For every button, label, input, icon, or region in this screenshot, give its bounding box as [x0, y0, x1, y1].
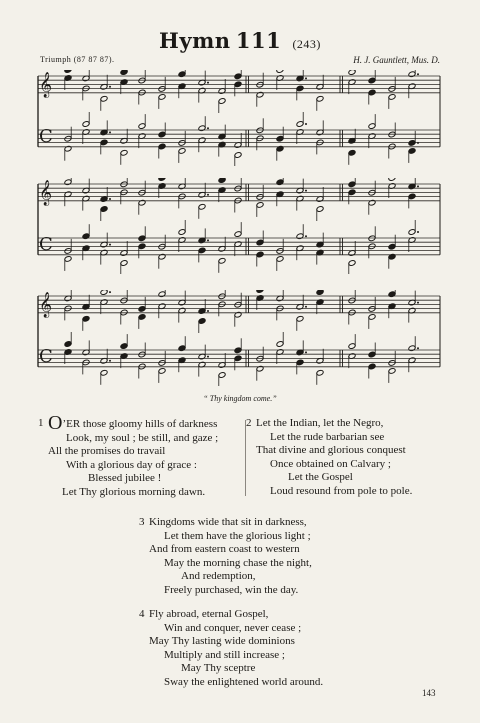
note-head: [234, 81, 242, 88]
dot: [109, 360, 111, 362]
verse-line: Multiply and still increase ;: [164, 648, 285, 661]
verse-number: 1: [38, 417, 44, 429]
note-head: [64, 70, 72, 73]
note-head: [368, 123, 376, 130]
bass-clef: C: [39, 126, 53, 147]
dot: [207, 82, 209, 84]
treble-clef: 𝄞: [39, 72, 53, 98]
verse-line: Once obtained on Calvary ;: [270, 457, 391, 470]
note-head: [138, 235, 146, 242]
note-head: [276, 179, 284, 186]
note-head: [218, 372, 226, 379]
note-head: [348, 70, 356, 75]
dot: [109, 198, 111, 200]
note-head: [388, 94, 396, 101]
note-head: [348, 149, 356, 156]
note-head: [296, 233, 304, 240]
note-head: [276, 145, 284, 152]
note-head: [316, 206, 324, 213]
verse-line: Blessed jubilee !: [88, 472, 162, 485]
dot: [417, 73, 419, 75]
verse-number: 2: [246, 417, 252, 429]
dot: [417, 302, 419, 304]
note-head: [368, 351, 376, 358]
verse-line: Let them have the glorious light ;: [164, 529, 311, 542]
dot: [417, 142, 419, 144]
dot: [207, 194, 209, 196]
dot: [305, 77, 307, 79]
note-head: [368, 314, 376, 321]
treble-clef: 𝄞: [39, 292, 53, 318]
verse-line: With a glorious day of grace :: [66, 458, 197, 471]
verse-number: 3: [139, 516, 145, 528]
note-head: [234, 347, 242, 354]
note-head: [218, 98, 226, 105]
dot: [305, 123, 307, 125]
note-head: [82, 315, 90, 322]
note-head: [256, 202, 264, 209]
note-head: [198, 203, 206, 210]
note-head: [234, 355, 242, 362]
verse-line: Let Thy glorious morning dawn.: [62, 485, 206, 498]
note-head: [158, 131, 166, 138]
verse-line: [48, 412, 218, 434]
verse-line: Kingdoms wide that sit in darkness,: [149, 516, 307, 528]
note-head: [408, 148, 416, 155]
note-head: [368, 363, 376, 370]
dot: [207, 127, 209, 129]
note-head: [256, 239, 264, 246]
hymn-title-word: Hymn: [159, 28, 231, 53]
verse-line: Freely purchased, win the day.: [164, 583, 299, 596]
note-head: [120, 343, 128, 350]
tune-name: Triumph (87 87 87).: [40, 55, 115, 64]
note-head: [234, 152, 242, 159]
dot: [109, 244, 111, 246]
verse-number: 4: [139, 608, 145, 620]
note-head: [408, 71, 416, 78]
verse-line: May Thy sceptre: [181, 662, 256, 675]
drop-cap: O: [48, 412, 63, 434]
note-head: [138, 306, 146, 313]
note-head: [100, 95, 108, 102]
dot: [207, 356, 209, 358]
note-head: [348, 260, 356, 267]
note-head: [64, 256, 72, 263]
note-head: [100, 206, 108, 213]
dot: [305, 235, 307, 237]
note-head: [368, 199, 376, 206]
note-head: [138, 314, 146, 321]
note-head: [316, 290, 324, 295]
dot: [305, 306, 307, 308]
note-head: [408, 140, 416, 147]
note-head: [198, 125, 206, 132]
note-head: [82, 233, 90, 240]
verse-line: Let the Indian, let the Negro,: [256, 417, 384, 429]
treble-clef: 𝄞: [39, 180, 53, 206]
verse-3: [139, 516, 312, 598]
note-head: [276, 135, 284, 142]
note-head: [64, 341, 72, 348]
composer: H. J. Gauntlett, Mus. D.: [353, 55, 440, 65]
note-head: [408, 193, 416, 200]
hymn-number: 111: [235, 28, 282, 53]
note-head: [388, 368, 396, 375]
note-head: [388, 253, 396, 260]
music-system-3: [34, 290, 444, 386]
caption: “ Thy kingdom come.”: [203, 394, 277, 403]
note-head: [368, 89, 376, 96]
bass-clef: C: [39, 346, 53, 367]
dot: [207, 310, 209, 312]
note-head: [64, 145, 72, 152]
verse-line: That divine and glorious conquest: [256, 444, 406, 457]
note-head: [256, 290, 264, 293]
note-head: [198, 247, 206, 254]
verse-line: Let the Gospel: [288, 471, 353, 484]
note-head: [408, 229, 416, 236]
music-system-1: [34, 70, 444, 166]
dot: [109, 131, 111, 133]
hymn-alt-number: (243): [292, 37, 321, 51]
note-head: [120, 70, 128, 75]
verse-line-text: ’ER those gloomy hills of darkness: [62, 418, 218, 430]
note-head: [178, 148, 186, 155]
note-head: [348, 343, 356, 350]
verse-1: [38, 412, 219, 500]
verse-line: Win and conquer, never cease ;: [164, 621, 302, 634]
verse-2: [246, 417, 413, 499]
music-system-2: [34, 178, 444, 274]
note-head: [256, 365, 264, 372]
note-head: [178, 71, 186, 78]
note-head: [100, 290, 108, 295]
note-head: [198, 318, 206, 325]
note-head: [316, 369, 324, 376]
note-head: [296, 85, 304, 92]
note-head: [100, 369, 108, 376]
note-head: [276, 256, 284, 263]
dot: [305, 190, 307, 192]
verse-line: Sway the enlightened world around.: [164, 675, 324, 688]
dot: [417, 185, 419, 187]
note-head: [64, 179, 72, 186]
note-head: [178, 229, 186, 236]
note-head: [296, 359, 304, 366]
dot: [417, 231, 419, 233]
verse-line: And redemption,: [181, 570, 256, 583]
dot: [305, 351, 307, 353]
note-head: [158, 143, 166, 150]
note-head: [158, 178, 166, 181]
note-head: [138, 123, 146, 130]
note-head: [296, 121, 304, 128]
note-head: [158, 253, 166, 260]
note-head: [158, 291, 166, 298]
note-head: [296, 315, 304, 322]
note-head: [348, 189, 356, 196]
note-head: [388, 243, 396, 250]
verse-line: Let the rude barbarian see: [270, 430, 385, 443]
note-head: [348, 181, 356, 188]
dot: [109, 86, 111, 88]
hymn-title: [0, 28, 480, 54]
note-head: [158, 94, 166, 101]
note-head: [100, 139, 108, 146]
verse-line: Loud resound from pole to pole.: [270, 484, 413, 497]
note-head: [234, 73, 242, 80]
note-head: [256, 91, 264, 98]
note-head: [234, 231, 242, 238]
note-head: [388, 291, 396, 298]
dot: [109, 291, 111, 293]
note-head: [316, 95, 324, 102]
note-head: [218, 257, 226, 264]
verse-line: Look, my soul ; be still, and gaze ;: [66, 431, 219, 444]
bass-clef: C: [39, 234, 53, 255]
note-head: [408, 345, 416, 352]
dot: [207, 239, 209, 241]
note-head: [120, 149, 128, 156]
verse-line: Fly abroad, eternal Gospel,: [149, 608, 269, 620]
note-head: [82, 121, 90, 128]
note-head: [158, 368, 166, 375]
note-head: [368, 77, 376, 84]
verse-4: [139, 608, 324, 690]
column-divider: [245, 420, 246, 496]
note-head: [388, 178, 396, 181]
note-head: [218, 178, 226, 183]
verse-line: May the morning chase the night,: [164, 556, 312, 569]
note-head: [120, 260, 128, 267]
note-head: [178, 345, 186, 352]
page-number: 143: [422, 688, 436, 698]
note-head: [256, 251, 264, 258]
note-head: [138, 243, 146, 250]
verse-line: All the promises do travail: [48, 445, 166, 458]
note-head: [276, 341, 284, 348]
note-head: [276, 70, 284, 73]
note-head: [234, 311, 242, 318]
verse-line: May Thy lasting wide dominions: [149, 635, 295, 648]
note-head: [138, 199, 146, 206]
dot: [417, 347, 419, 349]
verse-line: And from eastern coast to western: [149, 543, 300, 556]
